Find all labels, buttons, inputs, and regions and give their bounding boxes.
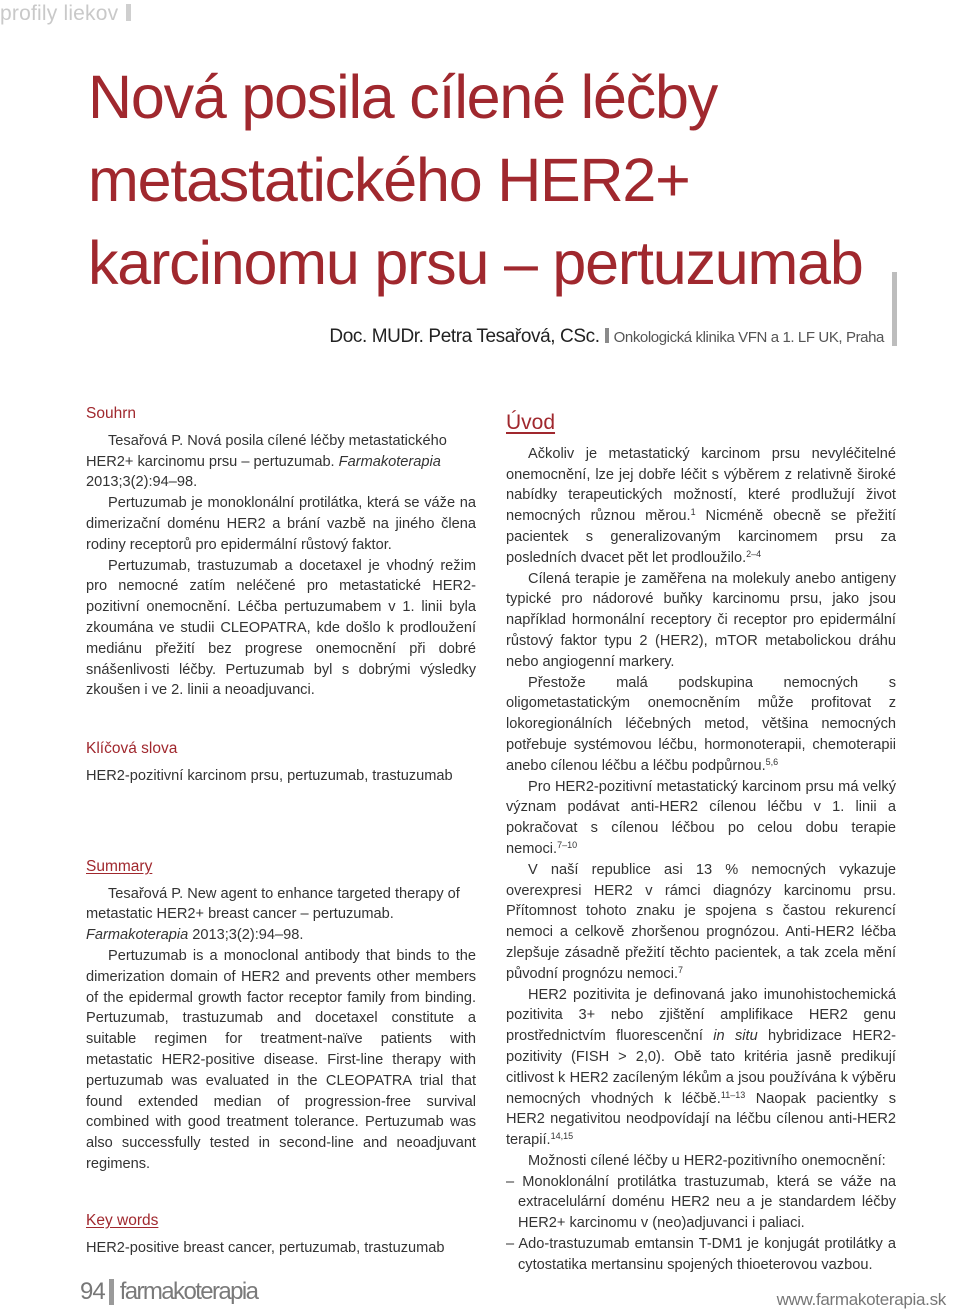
journal-logo: farmakoterapia <box>119 1278 258 1305</box>
key-words-text: HER2-positive breast cancer, pertuzumab, trastuzumab <box>86 1239 445 1256</box>
souhrn-citation-journal: Farmakoterapia <box>338 453 441 470</box>
article-title: Nová posila cílené léčby metastatického HER2+ karcinomu prsu – pertuzumab <box>88 63 863 297</box>
right-column <box>506 413 896 1276</box>
ref-7: 7 <box>678 964 684 975</box>
uvod-heading: Úvod <box>506 411 556 434</box>
souhrn-heading: Souhrn <box>86 405 136 422</box>
uvod-p1-text: Ačkoliv je metastatický karcinom prsu nevyléčitelné onemocnění, lze jej dobře léčit s výběrem z relativně široké nabídky terapeutických možností, které prodlužují život nemocných různou měrou. <box>506 445 896 525</box>
summary-citation-ref: 2013;3(2):94–98. <box>188 927 304 944</box>
uvod-paragraph-3 <box>506 673 896 777</box>
section-tag-label: profily liekov <box>0 2 119 25</box>
summary-citation-journal: Farmakoterapia <box>86 927 189 944</box>
summary-heading: Summary <box>86 857 153 875</box>
uvod-paragraph-5 <box>506 860 896 985</box>
section-tag-bar <box>126 4 131 21</box>
list-item: – Monoklonální protilátka trastuzumab, která se váže na extracelulární doménu HER2 neu a je standardem léčby HER2+ karcinomu v (neo)adjuvanci i paliaci. <box>506 1172 896 1234</box>
byline-separator <box>605 328 609 343</box>
uvod-paragraph-6 <box>506 985 896 1151</box>
souhrn-citation-author: Tesařová P. <box>108 432 184 449</box>
section-tag <box>0 2 131 26</box>
footer-url[interactable]: www.farmakoterapia.sk <box>776 1290 946 1309</box>
uvod-paragraph-2: Cílená terapie je zaměřena na molekuly anebo antigeny typické pro nádorové buňky karcinomu prsu, jako jsou například hormonální receptory či receptor pro epidermální růstový faktor typu 2 (HER2), mTOR metabolickou dráhu nebo angiogenní markery. <box>506 570 896 670</box>
uvod-paragraph-1 <box>506 444 896 569</box>
footer-bar <box>109 1279 114 1305</box>
uvod-p6-text-a: HER2 pozitivita je definovaná jako imunohistochemická pozitivita 3+ nebo zjištění amplifikace HER2 genu prostřednictvím fluorescenční <box>506 986 896 1045</box>
uvod-paragraph-7: Možnosti cílené léčby u HER2-pozitivního onemocnění: <box>528 1152 886 1169</box>
souhrn-citation <box>86 431 476 493</box>
uvod-p1-text-b: Nicméně obecně se přežití pacientek s generalizovaným karcinomem prsu za posledních dvacet pět let prodloužilo. <box>506 508 897 566</box>
uvod-paragraph-4 <box>506 777 896 860</box>
footer-left <box>80 1278 257 1306</box>
souhrn-paragraph-1: Pertuzumab je monoklonální protilátka, která se váže na dimerizační doménu HER2 a brání vazbě na jiného člena rodiny receptorů pro epidermální růstový faktor. <box>86 495 476 553</box>
souhrn-citation-text: Nová posila cílené léčby metastatického HER2+ karcinomu prsu – pertuzumab. <box>86 432 447 470</box>
uvod-p3-text: Přestože malá podskupina nemocných s oligometastatickým onemocněním může profitovat z lokoregionálních léčebných metod, většina nemocných potřebuje systémovou léčbu, hormonoterapii, chemoterapii anebo cílenou léčbu a léčbu podpůrnou. <box>506 674 896 774</box>
key-words-heading: Key words <box>86 1211 159 1229</box>
institution: Onkologická klinika VFN a 1. LF UK, Praha <box>613 329 884 346</box>
ref-1: 1 <box>690 507 696 518</box>
title-rule <box>892 272 897 346</box>
list-item: – Ado-trastuzumab emtansin T-DM1 je konjugát protilátky a cytostatika mertansinu spojených thioeterovou vazbou. <box>506 1234 896 1276</box>
uvod-p4-text: Pro HER2-pozitivní metastatický karcinom prsu má velký význam podávat anti-HER2 cílenou léčbu v 1. linii a pokračovat s cílenou léčbou po celou dobu terapie nemoci. <box>506 778 896 857</box>
ref-11-13: 11–13 <box>720 1089 746 1100</box>
souhrn-paragraph-2: Pertuzumab, trastuzumab a docetaxel je vhodný režim pro nemocné zatím neléčené pro metastatické HER2-pozitivní onemocnění. Léčba pertuzumabem v 1. linii byla zkoumána ve studii CLEOPATRA, kde došlo k prodloužení mediánu přežití bez progrese onemocnění při dobré snášenlivosti léčby. Pertuzumab byl s dobrými výsledky zkoušen i ve 2. linii a neoadjuvanci. <box>86 557 476 699</box>
summary-paragraph-1: Pertuzumab is a monoclonal antibody that binds to the dimerization domain of HER2 and prevents other members of the epidermal growth factor receptor family from binding. Pertuzumab, trastuzumab and docetaxel constitute a suitable regimen for treatment-naïve patients with metastatic HER2-positive disease. First-line therapy with pertuzumab was evaluated in the CLEOPATRA trial that found extended median of progression-free survival combined with good treatment tolerance. Pertuzumab was also successfully tested in second-line and neoadjuvant regimens. <box>86 947 476 1172</box>
ref-2-4: 2–4 <box>746 548 762 559</box>
summary-citation <box>86 884 476 946</box>
klicova-slova-text: HER2-pozitivní karcinom prsu, pertuzumab, trastuzumab <box>86 767 453 784</box>
ref-5-6: 5,6 <box>765 756 779 767</box>
left-column <box>86 404 476 1258</box>
therapy-list <box>506 1172 896 1276</box>
author: Doc. MUDr. Petra Tesařová, CSc. <box>329 326 600 347</box>
uvod-p6-text-b: hybridizace HER2-pozitivity (FISH > 2,0). Obě tato kritéria jasně predikují citlivost k HER2 zacíleným lékům a jsou používána k výběru nemocných vhodných k léčbě. <box>506 1028 896 1107</box>
ref-14-15: 14,15 <box>550 1131 574 1142</box>
uvod-p6-text-c: Naopak pacientky s HER2 negativitou neodpovídají na léčbu cílenou anti-HER2 terapií. <box>506 1090 896 1149</box>
ref-7-10: 7–10 <box>557 839 578 850</box>
byline <box>329 326 884 348</box>
souhrn-citation-ref: 2013;3(2):94–98. <box>86 474 198 491</box>
summary-citation-author: Tesařová P. <box>108 885 184 902</box>
page-number: 94 <box>80 1278 105 1305</box>
uvod-p6-italic: in situ <box>713 1028 758 1045</box>
summary-citation-text: New agent to enhance targeted therapy of metastatic HER2+ breast cancer – pertuzumab. <box>86 885 460 923</box>
klicova-slova-heading: Klíčová slova <box>86 740 178 758</box>
uvod-p5-text: V naší republice asi 13 % nemocných vykazuje overexpresi HER2 v rámci diagnózy karcinomu prsu. Přítomnost tohoto znaku je spojena s častou rekurencí nemoci a celkově zhoršenou prognózou. Anti-HER2 léčba zlepšuje zásadně přežití těchto pacientek, a tak zcela mění původní prognózu nemoci. <box>506 861 896 982</box>
